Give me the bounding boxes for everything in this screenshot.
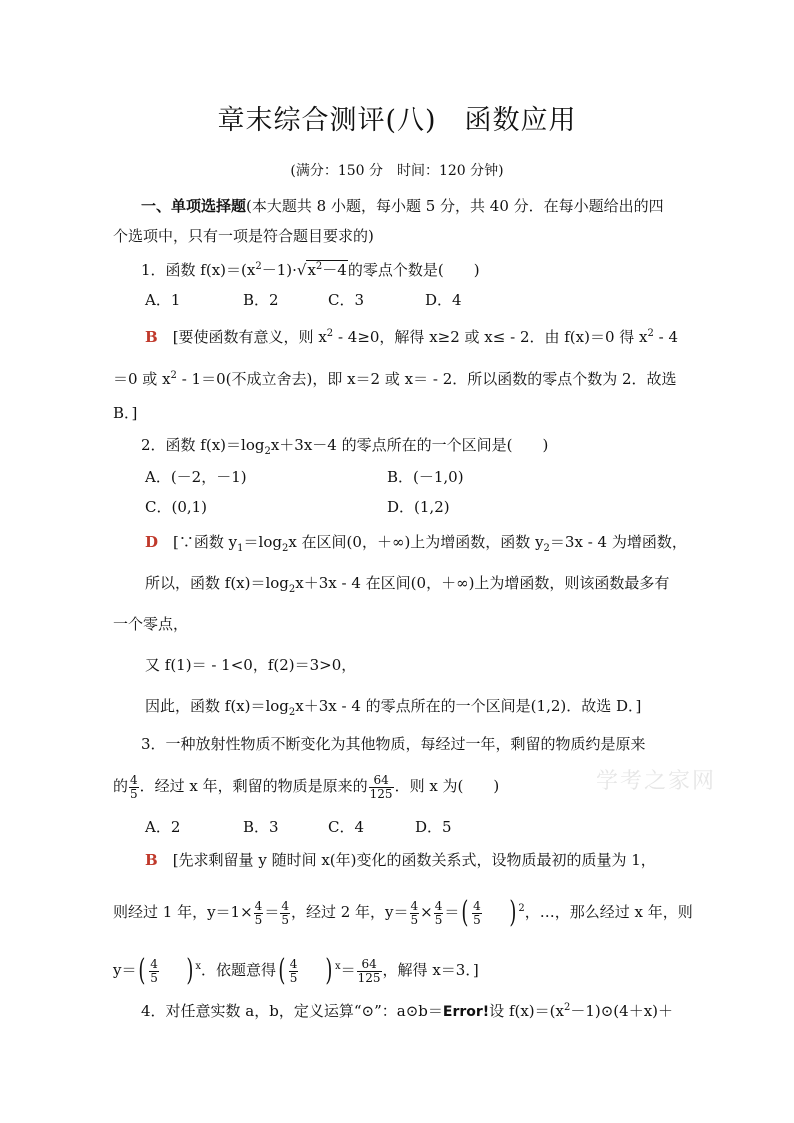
q2-explanation-5 [145, 696, 641, 723]
q3-option-a: A．2 [145, 818, 181, 836]
q1-option-a: A．1 [145, 291, 181, 309]
q3-exp-3a: y＝ [113, 961, 137, 979]
q3-exp-frac-5-d: 5 [473, 912, 481, 927]
q1-explanation-3: B．] [113, 404, 138, 422]
q3-exp-frac-2 [280, 900, 290, 927]
q2-explanation-3: 一个零点， [113, 615, 189, 633]
q2-exp-sub-4: 2 [288, 584, 296, 595]
q1-exp-1c: - 4 [653, 328, 679, 346]
q3-exp-frac-3-d: 5 [410, 912, 419, 927]
q3-paren-close-2: ) [186, 953, 194, 988]
q3-exp-sup-x1: x [195, 961, 202, 972]
q1-explanation-1 [145, 324, 678, 347]
q4-stem-a: 4．对任意实数 a，b，定义运算“⊙”：a⊙b＝ [141, 1002, 443, 1020]
q3-paren-open-3: ( [278, 953, 286, 988]
q3-exp-2b: ＝ [264, 903, 280, 921]
question-3-stem-2 [113, 770, 499, 802]
q2-exp-5b: x＋3x - 4 的零点所在的一个区间是(1,2)．故选 D．] [295, 697, 642, 715]
q2-sub: 2 [264, 446, 271, 457]
q3-exp-frac-8-n: 64 [357, 958, 382, 972]
q1-option-b: B．2 [243, 291, 279, 309]
q3-exp-frac-7-d: 5 [289, 970, 298, 985]
q3-frac-64-125 [369, 774, 394, 801]
q3-exp-sup: 2 [518, 903, 525, 914]
q3-stem-2b: ．经过 x 年，剩留的物质是原来的 [139, 777, 368, 795]
q3-exp-2e: ＝ [444, 903, 460, 921]
q3-exp-frac-1-d: 5 [254, 912, 263, 927]
q2-exp-1d: ＝3x - 4 为增函数， [549, 533, 687, 551]
q3-exp-2c: ，经过 2 年，y＝ [290, 903, 409, 921]
q2-exp-1: [∵函数 y [173, 533, 238, 551]
q3-paren-close-1: ) [508, 895, 516, 930]
section-intro [141, 196, 664, 216]
q3-exp-2d: × [420, 903, 433, 921]
q4-stem-c: －1)⊙(4＋x)＋ [570, 1002, 674, 1020]
q2-exp-5: 因此，函数 f(x)＝log [145, 697, 289, 715]
q3-exp-3b: ．依题意得 [201, 961, 277, 979]
q3-explanation-1 [145, 850, 656, 870]
question-2-stem [141, 435, 548, 462]
q3-exp-frac-6-n: 4 [150, 956, 158, 971]
q2-exp-sub-5: 2 [288, 707, 296, 718]
q3-exp-frac-4-d: 5 [434, 912, 443, 927]
q3-exp-3d: ，解得 x＝3．] [382, 961, 479, 979]
q1-sup: 2 [255, 261, 262, 272]
question-1-stem: 1．函数 $f(x)=(x^2-1)\cdot√x^2-4$的零点个数是( ) [141, 261, 480, 279]
q1-exp-2: ＝0 或 x [113, 370, 171, 388]
q1-exp-sup-3: 2 [170, 370, 177, 381]
section-heading: 一、单项选择题 [141, 197, 247, 215]
q3-paren-close-3: ) [325, 953, 333, 988]
q1-exp-2b: - 1＝0(不成立舍去)，即 x＝2 或 x＝ - 2．所以函数的零点个数为 2．故选 [176, 370, 677, 388]
q3-exp-frac-8 [357, 958, 382, 985]
q2-option-c: C．(0,1) [145, 498, 208, 516]
page-title: 章末综合测评(八) 函数应用 [217, 105, 577, 136]
q1-stem-b: －1)· [261, 261, 297, 279]
q1-stem-a: 1．函数 f(x)＝(x [141, 261, 256, 279]
q2-exp-2: 所以，函数 f(x)＝log [145, 574, 289, 592]
q3-frac64-num: 64 [369, 774, 394, 788]
q1-sqrt-x: x [307, 261, 316, 279]
q3-exp-frac-2-n: 4 [281, 898, 289, 913]
q3-frac-4-5 [129, 774, 139, 801]
q1-exp-1b: - 4≥0，解得 x≥2 或 x≤ - 2．由 f(x)＝0 得 x [333, 328, 648, 346]
q2-option-a: A．(－2，－1) [145, 468, 247, 486]
q3-explanation-2 [113, 892, 693, 929]
q2-exp-2b: x＋3x - 4 在区间(0，＋∞)上为增函数，则该函数最多有 [295, 574, 670, 592]
question-3-stem-1: 3．一种放射性物质不断变化为其他物质，每经过一年，剩留的物质约是原来 [141, 735, 646, 753]
q3-exp-frac-7-n: 4 [289, 956, 298, 971]
q3-explanation-3 [113, 950, 479, 987]
q1-explanation-2 [113, 366, 677, 389]
q3-exp-frac-7 [289, 958, 299, 985]
page-subtitle: (满分：150 分 时间：120 分钟) [290, 163, 504, 179]
q3-exp-frac-1-n: 4 [254, 898, 263, 913]
q1-sqrt-sup: 2 [315, 261, 323, 272]
q3-exp-frac-5-n: 4 [473, 898, 481, 913]
q2-stem-b: x＋3x－4 的零点所在的一个区间是( ) [270, 436, 549, 454]
q3-exp-frac-6 [149, 958, 159, 985]
q1-exp-sup-1: 2 [326, 328, 334, 339]
q1-answer: B [145, 328, 158, 346]
q3-exp-frac-5 [472, 900, 482, 927]
q3-exp-sup-x2: x [334, 961, 341, 972]
q3-stem-2a: 的 [113, 777, 129, 795]
q1-option-d: D．4 [425, 291, 462, 309]
q3-stem-2c: ．则 x 为( ) [394, 777, 500, 795]
q3-answer: B [145, 851, 158, 869]
watermark: 学考之家网 [596, 769, 717, 794]
q2-stem-a: 2．函数 f(x)＝log [141, 436, 265, 454]
q3-exp-frac-2-d: 5 [281, 912, 289, 927]
q3-option-b: B．3 [243, 818, 279, 836]
section-intro-text: (本大题共 8 小题，每小题 5 分，共 40 分．在每小题给出的四 [246, 197, 664, 215]
q2-exp-sub-3: 2 [543, 543, 550, 554]
q3-exp-frac-4-n: 4 [434, 898, 443, 913]
q3-paren-open-2: ( [138, 953, 146, 988]
q1-stem-e: 的零点个数是( ) [347, 261, 480, 279]
q3-exp-frac-6-d: 5 [150, 970, 158, 985]
section-intro-line2: 个选项中，只有一项是符合题目要求的) [113, 227, 374, 245]
q2-exp-sub-2: 2 [281, 543, 289, 554]
q1-exp-sup-2: 2 [647, 328, 654, 339]
q1-option-c: C．3 [328, 291, 365, 309]
q3-exp-1: [先求剩留量 y 随时间 x(年)变化的函数关系式，设物质最初的质量为 1， [172, 851, 656, 869]
q3-exp-frac-8-d: 125 [357, 970, 381, 985]
q4-sup: 2 [563, 1002, 571, 1013]
q4-error: Error! [442, 1004, 490, 1020]
q3-exp-2a: 则经过 1 年，y＝1× [113, 903, 253, 921]
q3-exp-frac-3 [410, 900, 420, 927]
q3-exp-3c: ＝ [340, 961, 356, 979]
q4-stem-b: 设 f(x)＝(x [489, 1002, 564, 1020]
q3-option-c: C．4 [328, 818, 365, 836]
q2-exp-1b: ＝log [243, 533, 282, 551]
q3-exp-frac-3-n: 4 [410, 898, 419, 913]
q3-option-d: D．5 [415, 818, 452, 836]
q2-exp-sub-1: 1 [237, 543, 244, 554]
q2-option-b: B．(－1,0) [387, 468, 464, 486]
q3-exp-frac-4 [434, 900, 444, 927]
q2-exp-1c: x 在区间(0，＋∞)上为增函数，函数 y [288, 533, 544, 551]
q2-explanation-4: 又 f(1)＝ - 1<0，f(2)＝3>0， [145, 656, 357, 674]
q2-option-d: D．(1,2) [387, 498, 450, 516]
q3-exp-frac-1 [254, 900, 264, 927]
q1-exp-1: [要使函数有意义，则 x [172, 328, 327, 346]
q2-explanation-2 [145, 573, 669, 600]
q3-exp-2f: ，…，那么经过 x 年，则 [524, 903, 693, 921]
q3-frac-num: 4 [130, 772, 138, 787]
q3-frac-den: 5 [130, 786, 138, 801]
q2-explanation-1 [145, 532, 687, 559]
q2-answer: D [145, 533, 159, 551]
q3-paren-open-1: ( [461, 895, 469, 930]
q1-sqrt-rest: －4 [322, 261, 347, 279]
question-4-stem [141, 998, 673, 1022]
q3-frac64-den: 125 [369, 786, 393, 801]
q1-sqrt [306, 260, 347, 279]
